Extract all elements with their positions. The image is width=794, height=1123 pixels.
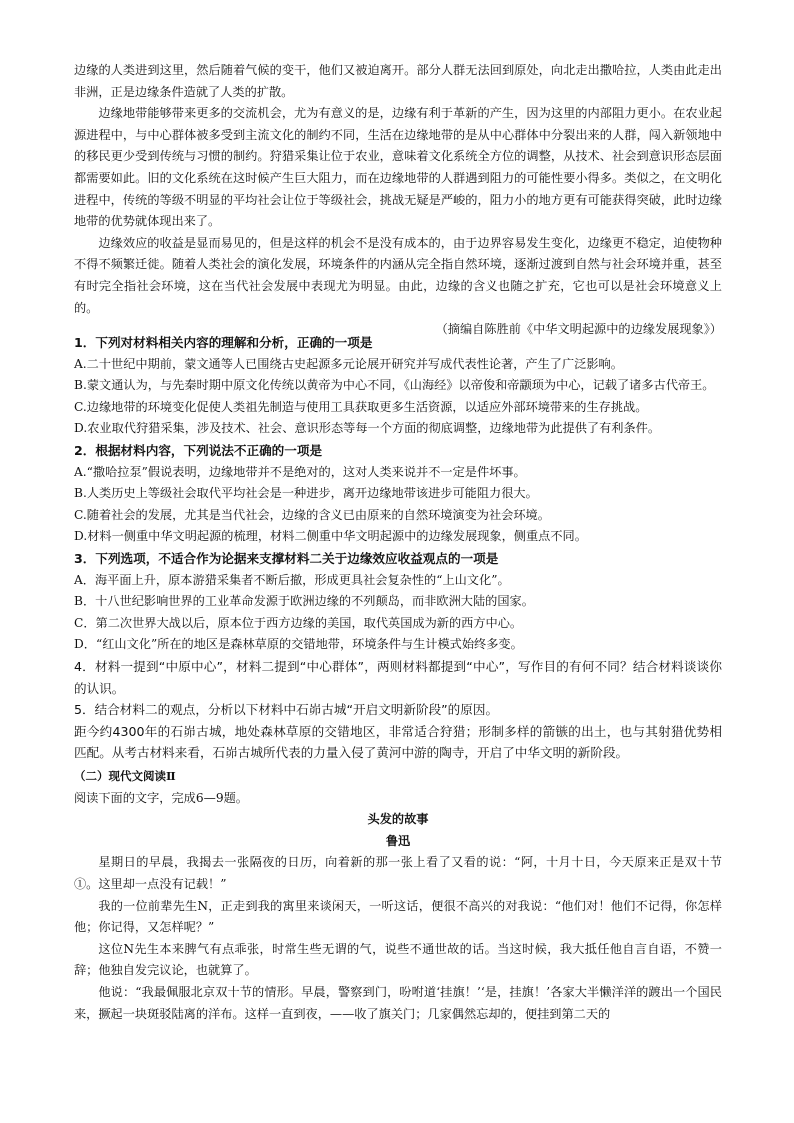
- story-author: 鲁迅: [385, 833, 411, 848]
- question-2-option-c: C.随着社会的发展，尤其是当代社会，边缘的含义已由原来的自然环境演变为社会环境。: [74, 507, 550, 522]
- story-paragraph: 我的一位前辈先生N，正走到我的寓里来谈闲天，一听这话，便很不高兴的对我说：“他们对！他们不记得，你怎样他；你记得，又怎样呢？”: [74, 898, 722, 935]
- question-5-material: 距今约4300年的石峁古城，地处森林草原的交错地区，非常适合狩猎；形制多样的箭镞的出土，也与其射猎优势相匹配。从考古材料来看，石峁古城所代表的力量入侵了黄河中游的陶寺，开启了中华文明的新阶段。: [74, 723, 722, 761]
- story-title: 头发的故事: [367, 812, 429, 827]
- question-3-option-d: D．“红山文化”所在的地区是森林草原的交错地带，环境条件与生计模式始终多变。: [74, 637, 523, 652]
- question-2-option-d: D.材料一侧重中华文明起源的梳理，材料二侧重中华文明起源中的边缘发展现象，侧重点不同。: [74, 529, 587, 544]
- question-2-option-a: A.“撒哈拉泵”假说表明，边缘地带并不是绝对的，这对人类来说并不一定是件坏事。: [74, 464, 526, 479]
- question-5-stem: 5．结合材料二的观点，分析以下材料中石峁古城“开启文明新阶段”的原因。: [74, 702, 499, 718]
- question-2-stem: 2．根据材料内容，下列说法不正确的一项是: [74, 442, 323, 458]
- passage-one: [74, 60, 722, 341]
- question-4-stem: 4．材料一提到“中原中心”，材料二提到“中心群体”，两则材料都提到“中心”，写作目的有何不同？结合材料谈谈你的认识。: [74, 658, 722, 696]
- question-3-option-b: B．十八世纪影响世界的工业革命发源于欧洲边缘的不列颠岛，而非欧洲大陆的国家。: [74, 594, 534, 609]
- section-heading: （二）现代文阅读Ⅱ: [74, 769, 176, 783]
- story-paragraph: 星期日的早晨，我揭去一张隔夜的日历，向着新的那一张上看了又看的说：“阿，十月十日，今天原来正是双十节①。这里却一点没有记载！”: [74, 855, 722, 891]
- story-paragraph: 这位N先生本来脾气有点乖张，时常生些无谓的气，说些不通世故的话。当这时候，我大抵任他自言自语，不赞一辞；他独自发完议论，也就算了。: [74, 941, 722, 978]
- story-paragraph: 他说：“我最佩服北京双十节的情形。早晨，警察到门，吩咐道‘挂旗！’‘是，挂旗！’各家大半懒洋洋的踱出一个国民来，撅起一块斑驳陆离的洋布。这样一直到夜，——收了旗关门；几家偶然忘却的，便挂到第二天的: [74, 984, 722, 1021]
- question-1-option-b: B.蒙文通认为，与先秦时期中原文化传统以黄帝为中心不同，《山海经》以帝俊和帝颛顼为中心，记载了诸多古代帝王。: [74, 378, 715, 393]
- question-3-option-c: C．第二次世界大战以后，原本位于西方边缘的美国，取代英国成为新的西方中心。: [74, 615, 523, 630]
- question-1-stem: 1．下列对材料相关内容的理解和分析，正确的一项是: [74, 335, 373, 350]
- question-1-option-d: D.农业取代狩猎采集，涉及技术、社会、意识形态等每一个方面的彻底调整，边缘地带为此提供了有利条件。: [74, 421, 661, 436]
- question-3-option-a: A．海平面上升，原本游猎采集者不断后撤，形成更具社会复杂性的“上山文化”。: [74, 572, 510, 587]
- question-3-stem: 3．下列选项，不适合作为论据来支撑材料二关于边缘效应收益观点的一项是: [74, 550, 499, 566]
- section-two: [74, 766, 722, 1025]
- passage-source: （摘编自陈胜前《中华文明起源中的边缘发展现象》）: [435, 322, 722, 337]
- passage-paragraph: 边缘的人类进到这里，然后随着气候的变干，他们又被迫离开。部分人群无法回到原处，向北走出撒哈拉，人类由此走出非洲，正是边缘条件造就了人类的扩散。: [74, 63, 722, 99]
- question-section: [74, 332, 722, 764]
- question-2-option-b: B.人类历史上等级社会取代平均社会是一种进步，离开边缘地带该进步可能阻力很大。: [74, 486, 538, 501]
- passage-paragraph: 边缘效应的收益是显而易见的，但是这样的机会不是没有成本的，由于边界容易发生变化，边缘更不稳定，迫使物种不得不频繁迁徙。随着人类社会的演化发展，环境条件的内涵从完全指自然环境，逐渐过渡到自然与社会环境并重，甚至有时完全指社会环境，这在当代社会发展中表现尤为明显。由此，边缘的含义也随之扩充，它也可以是社会环境意义上的。: [74, 235, 722, 315]
- question-1-option-a: A.二十世纪中期前，蒙文通等人已围绕古史起源多元论展开研究并写成代表性论著，产生了广泛影响。: [74, 356, 623, 371]
- section-instruction: 阅读下面的文字，完成6—9题。: [74, 790, 248, 805]
- question-1-option-c: C.边缘地带的环境变化促使人类祖先制造与使用工具获取更多生活资源，以适应外部环境带来的生存挑战。: [74, 399, 648, 414]
- passage-paragraph: 边缘地带能够带来更多的交流机会，尤为有意义的是，边缘有利于革新的产生，因为这里的内部阻力更小。在农业起源进程中，与中心群体被多受到主流文化的制约不同，生活在边缘地带的是从中心群体中分裂出来的人群，闯入新领地中的移民更少受到传统与习惯的制约。狩猎采集让位于农业，意味着文化系统全方位的调整，从技术、社会到意识形态层面都需要如此。旧的文化系统在这时候产生巨大阻力，而在边缘地带的人群遇到阻力的可能性要小得多。类似之，在文明化进程中，传统的等级不明显的平均社会让位于等级社会，挑战无疑是严峻的，阻力小的地方更有可能获得突破，此时边缘地带的优势就体现出来了。: [74, 106, 722, 229]
